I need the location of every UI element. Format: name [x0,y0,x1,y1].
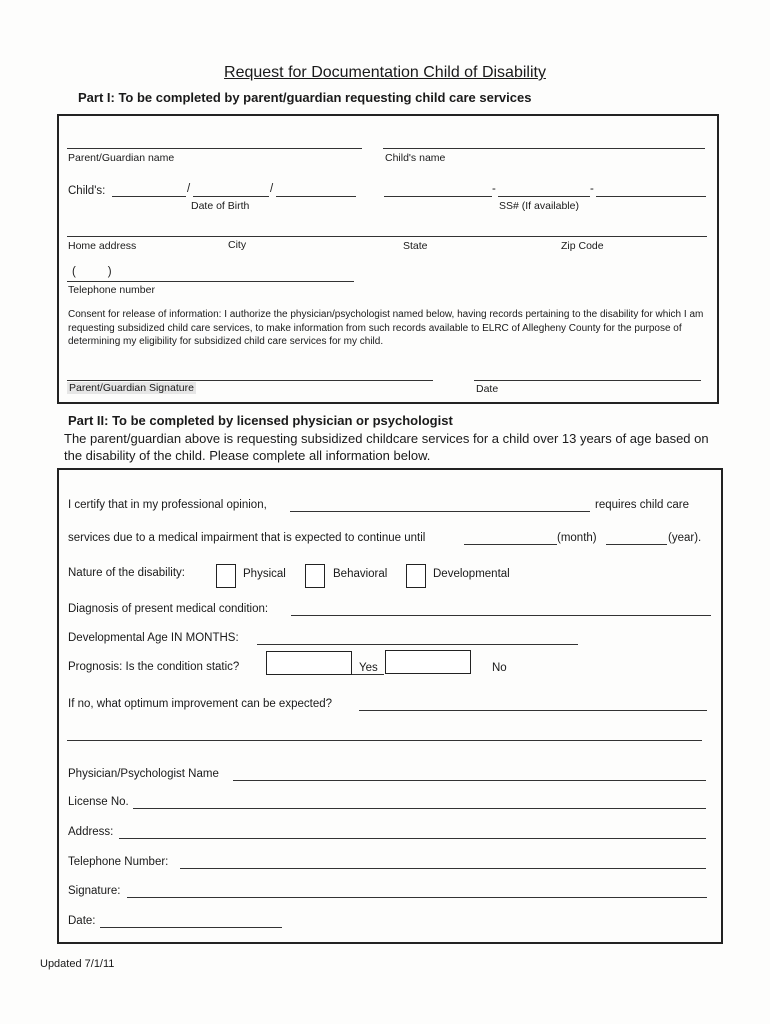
parent-date-label: Date [476,383,499,395]
license-field[interactable] [133,808,706,809]
form-title: Request for Documentation Child of Disability [224,64,546,81]
childs-label: Child's: [68,185,106,197]
physician-signature-field[interactable] [127,897,707,898]
dob-day-field[interactable] [193,196,269,197]
improvement-field[interactable] [359,710,707,711]
dob-year-field[interactable] [276,196,356,197]
signature-label: Signature: [68,885,121,897]
physician-date-field[interactable] [100,927,282,928]
dob-separator: / [270,183,274,195]
telephone-label: Telephone number [68,284,155,296]
child-name-field[interactable] [383,148,705,149]
physician-name-label: Physician/Psychologist Name [68,768,219,780]
diagnosis-label: Diagnosis of present medical condition: [68,603,269,615]
parent-name-field[interactable] [67,148,362,149]
parent-date-field[interactable] [474,380,701,381]
phone-area-code: ( ) [72,266,112,278]
child-name-label: Child's name [385,152,446,164]
no-label: No [492,662,507,674]
city-label: City [228,239,247,251]
child-name-certify-field[interactable] [290,511,590,512]
physician-address-field[interactable] [119,838,706,839]
year-label: (year). [668,532,702,544]
ss-dash: - [492,183,496,195]
updated-footer: Updated 7/1/11 [40,958,115,970]
part2-intro: The parent/guardian above is requesting subsidized childcare services for a child over 13 years of age based on the disability of the child. Please complete all information below. [64,431,709,463]
address-field[interactable] [67,236,707,237]
ss-dash: - [590,183,594,195]
part2-heading: Part II: To be completed by licensed physician or psychologist [68,413,453,428]
dob-separator: / [187,183,191,195]
diagnosis-field[interactable] [291,615,711,616]
certify-label: I certify that in my professional opinion, [68,499,267,511]
improvement-field-line2[interactable] [67,740,702,741]
home-address-label: Home address [68,240,137,252]
physical-label: Physical [243,568,286,580]
services-label: services due to a medical impairment that is expected to continue until [68,532,426,544]
parent-signature-field[interactable] [67,380,433,381]
dob-label: Date of Birth [191,200,250,212]
developmental-checkbox[interactable] [406,564,426,588]
prognosis-yes-box[interactable] [266,651,352,675]
developmental-label: Developmental [433,568,510,580]
behavioral-label: Behavioral [333,568,388,580]
parent-name-label: Parent/Guardian name [68,152,175,164]
behavioral-checkbox[interactable] [305,564,325,588]
physical-checkbox[interactable] [216,564,236,588]
month-field[interactable] [464,544,557,545]
license-label: License No. [68,796,129,808]
zip-label: Zip Code [561,240,604,252]
dev-age-field[interactable] [257,644,578,645]
date-label: Date: [68,915,96,927]
dev-age-label: Developmental Age IN MONTHS: [68,632,239,644]
prognosis-label: Prognosis: Is the condition static? [68,661,240,673]
ss-label: SS# (If available) [499,200,579,212]
requires-label: requires child care [595,499,689,511]
prognosis-no-box[interactable] [385,650,471,674]
yes-underline [352,674,384,675]
year-field[interactable] [606,544,667,545]
state-label: State [403,240,428,252]
ss-part1-field[interactable] [384,196,492,197]
month-label: (month) [557,532,597,544]
part1-heading: Part I: To be completed by parent/guardian requesting child care services [78,90,532,105]
parent-signature-label: Parent/Guardian Signature [69,382,194,394]
ss-part3-field[interactable] [596,196,706,197]
physician-telephone-field[interactable] [180,868,706,869]
telephone-number-label: Telephone Number: [68,856,169,868]
ss-part2-field[interactable] [498,196,590,197]
nature-label: Nature of the disability: [68,567,185,579]
improvement-label: If no, what optimum improvement can be expected? [68,698,333,710]
physician-name-field[interactable] [233,780,706,781]
dob-month-field[interactable] [112,196,186,197]
telephone-field[interactable] [67,281,354,282]
address-label: Address: [68,826,114,838]
yes-label: Yes [359,662,378,674]
consent-text: Consent for release of information: I authorize the physician/psychologist named below, having records pertaining to the disability for which I am requesting subsidized child care services, to make information from such records available to ELRC of Allegheny County for the purpose of determining my eligibility for subsidized child care services for my child. [68,309,704,347]
